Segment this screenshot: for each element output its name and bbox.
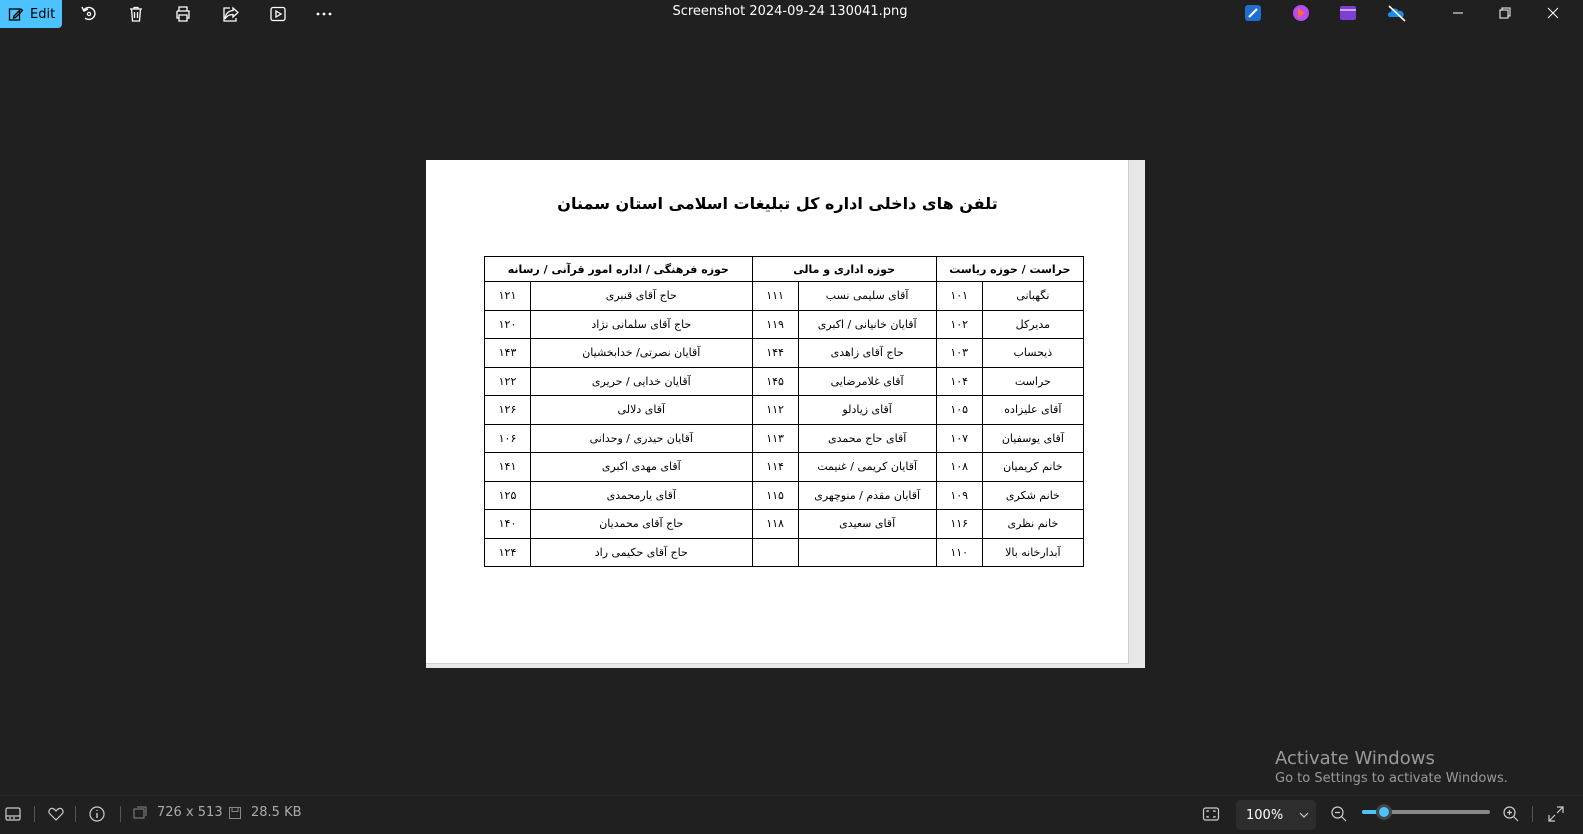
- name-cell: خانم کریمیان: [982, 453, 1083, 482]
- name-cell: آقای سعیدی: [798, 510, 936, 539]
- table-row: [485, 538, 1084, 567]
- name-cell: آقای حاج محمدی: [798, 424, 936, 453]
- file-info-button[interactable]: [88, 805, 106, 823]
- trash-icon: [127, 5, 145, 23]
- restore-icon: [1499, 7, 1511, 19]
- extension-cell: ۱۴۴: [752, 339, 798, 368]
- extension-cell: ۱۱۰: [936, 538, 982, 567]
- zoom-out-icon: [1330, 805, 1348, 823]
- name-cell: آقای مهدی اکبری: [531, 453, 753, 482]
- name-cell: [798, 538, 936, 567]
- designer-app-button[interactable]: [1243, 3, 1263, 23]
- name-cell: آقای غلامرضایی: [798, 367, 936, 396]
- edit-label: Edit: [30, 6, 56, 22]
- name-cell: آقای دلالی: [531, 396, 753, 425]
- name-cell: آقای زیادلو: [798, 396, 936, 425]
- extension-cell: ۱۲۶: [485, 396, 531, 425]
- slideshow-button[interactable]: [267, 3, 289, 25]
- zoom-level-dropdown[interactable]: [1236, 800, 1316, 830]
- extension-cell: ۱۴۳: [485, 339, 531, 368]
- filmstrip-button[interactable]: [4, 805, 22, 823]
- table-body: [485, 282, 1084, 567]
- extension-cell: ۱۱۱: [752, 282, 798, 311]
- name-cell: حاج آقای حکیمی راد: [531, 538, 753, 567]
- print-button[interactable]: [172, 3, 194, 25]
- onedrive-button[interactable]: [1386, 3, 1406, 23]
- status-bar: [0, 795, 1583, 834]
- dimensions-text: 726 x 513: [157, 805, 223, 820]
- zoom-slider[interactable]: [1362, 810, 1490, 814]
- extension-cell: ۱۰۸: [936, 453, 982, 482]
- close-icon: [1547, 7, 1559, 19]
- name-cell: آقایان نصرتی/ خدابخشیان: [531, 339, 753, 368]
- extension-cell: ۱۲۵: [485, 481, 531, 510]
- edit-button[interactable]: [0, 0, 62, 28]
- header-cultural: حوزه فرهنگی / اداره امور قرآنی / رسانه: [485, 257, 753, 282]
- table-row: [485, 310, 1084, 339]
- name-cell: آقای سلیمی نسب: [798, 282, 936, 311]
- clipchamp-app-button[interactable]: [1291, 3, 1311, 23]
- file-name: Screenshot 2024-09-24 130041.png: [672, 4, 908, 19]
- separator: [34, 806, 35, 822]
- document-page: [426, 160, 1129, 664]
- extension-cell: ۱۱۸: [752, 510, 798, 539]
- photos-app-button[interactable]: [1338, 3, 1358, 23]
- name-cell: خانم شکری: [982, 481, 1083, 510]
- minimize-icon: [1452, 7, 1464, 19]
- activation-watermark: [1275, 748, 1508, 786]
- extension-cell: ۱۱۳: [752, 424, 798, 453]
- file-size-text: 28.5 KB: [251, 805, 302, 820]
- rotate-button[interactable]: [78, 3, 100, 25]
- name-cell: آقای یوسفیان: [982, 424, 1083, 453]
- table-row: [485, 367, 1084, 396]
- zoom-out-button[interactable]: [1330, 805, 1348, 823]
- extension-cell: ۱۰۱: [936, 282, 982, 311]
- image-size-icon: [133, 806, 147, 820]
- name-cell: آقایان کریمی / غنیمت: [798, 453, 936, 482]
- info-icon: [88, 805, 106, 823]
- name-cell: مدیرکل: [982, 310, 1083, 339]
- name-cell: حاج آقای قنبری: [531, 282, 753, 311]
- extension-cell: [752, 538, 798, 567]
- extension-cell: ۱۱۹: [752, 310, 798, 339]
- extension-cell: ۱۱۴: [752, 453, 798, 482]
- share-icon: [222, 5, 240, 23]
- separator: [75, 806, 76, 822]
- extension-cell: ۱۱۵: [752, 481, 798, 510]
- zoom-in-button[interactable]: [1502, 805, 1520, 823]
- extension-cell: ۱۰۶: [485, 424, 531, 453]
- rotate-icon: [80, 5, 98, 23]
- extension-cell: ۱۲۱: [485, 282, 531, 311]
- fit-to-window-button[interactable]: [1202, 805, 1220, 823]
- header-security: حراست / حوزه ریاست: [936, 257, 1083, 282]
- delete-button[interactable]: [125, 3, 147, 25]
- watermark-heading: Activate Windows: [1275, 748, 1435, 769]
- image-viewport[interactable]: [426, 160, 1145, 668]
- extension-cell: ۱۰۳: [936, 339, 982, 368]
- more-icon: [315, 5, 333, 23]
- restore-button[interactable]: [1490, 2, 1520, 24]
- name-cell: حاج آقای محمدیان: [531, 510, 753, 539]
- name-cell: آقای یارمحمدی: [531, 481, 753, 510]
- extension-cell: ۱۲۰: [485, 310, 531, 339]
- minimize-button[interactable]: [1443, 2, 1473, 24]
- extension-cell: ۱۰۲: [936, 310, 982, 339]
- extension-cell: ۱۴۵: [752, 367, 798, 396]
- table-row: [485, 396, 1084, 425]
- table-row: [485, 282, 1084, 311]
- table-row: [485, 424, 1084, 453]
- table-row: [485, 481, 1084, 510]
- extension-cell: ۱۴۰: [485, 510, 531, 539]
- extension-cell: ۱۲۲: [485, 367, 531, 396]
- save-icon: [228, 806, 242, 820]
- print-icon: [174, 5, 192, 23]
- table-row: [485, 339, 1084, 368]
- extension-cell: ۱۱۶: [936, 510, 982, 539]
- edit-icon: [8, 6, 24, 22]
- fullscreen-button[interactable]: [1547, 805, 1565, 823]
- separator: [1532, 806, 1533, 822]
- name-cell: آقای علیزاده: [982, 396, 1083, 425]
- close-button[interactable]: [1538, 2, 1568, 24]
- extension-cell: ۱۰۹: [936, 481, 982, 510]
- name-cell: حاج آقای سلمانی نژاد: [531, 310, 753, 339]
- image-dimensions: [133, 805, 223, 820]
- zoom-level-text: 100%: [1246, 807, 1284, 823]
- extension-cell: ۱۰۴: [936, 367, 982, 396]
- table-header-row: [485, 257, 1084, 282]
- zoom-slider-thumb[interactable]: [1376, 804, 1392, 820]
- extension-cell: ۱۴۱: [485, 453, 531, 482]
- fullscreen-icon: [1547, 805, 1565, 823]
- name-cell: خانم نظری: [982, 510, 1083, 539]
- name-cell: آقایان حیدری / وحدانی: [531, 424, 753, 453]
- name-cell: آقایان خانیانی / اکبری: [798, 310, 936, 339]
- name-cell: حاج آقای زاهدی: [798, 339, 936, 368]
- title-bar: [0, 0, 1583, 28]
- name-cell: حراست: [982, 367, 1083, 396]
- table-row: [485, 510, 1084, 539]
- zoom-in-icon: [1502, 805, 1520, 823]
- favorite-button[interactable]: [47, 805, 65, 823]
- extension-cell: ۱۲۴: [485, 538, 531, 567]
- filmstrip-icon: [4, 805, 22, 823]
- separator: [120, 806, 121, 822]
- more-options-button[interactable]: [313, 3, 335, 25]
- video-editor-icon: [1338, 3, 1358, 23]
- fit-screen-icon: [1202, 805, 1220, 823]
- onedrive-off-icon: [1386, 3, 1408, 23]
- share-button[interactable]: [220, 3, 242, 25]
- extension-cell: ۱۰۵: [936, 396, 982, 425]
- chevron-down-icon: [1299, 810, 1309, 820]
- name-cell: آقایان خدایی / حریری: [531, 367, 753, 396]
- name-cell: نگهبانی: [982, 282, 1083, 311]
- header-admin-finance: حوزه اداری و مالی: [752, 257, 936, 282]
- name-cell: ذیحساب: [982, 339, 1083, 368]
- heart-icon: [47, 805, 65, 823]
- clipchamp-icon: [1291, 3, 1311, 23]
- designer-icon: [1243, 3, 1263, 23]
- play-icon: [269, 5, 287, 23]
- extension-cell: ۱۰۷: [936, 424, 982, 453]
- extension-cell: ۱۱۲: [752, 396, 798, 425]
- table-row: [485, 453, 1084, 482]
- phone-table: [484, 256, 1084, 567]
- file-size: [228, 805, 302, 820]
- name-cell: آقایان مقدم / منوچهری: [798, 481, 936, 510]
- document-title: تلفن های داخلی اداره کل تبلیغات اسلامی استان سمنان: [557, 194, 998, 213]
- watermark-subtext: Go to Settings to activate Windows.: [1275, 771, 1508, 786]
- name-cell: آبدارخانه بالا: [982, 538, 1083, 567]
